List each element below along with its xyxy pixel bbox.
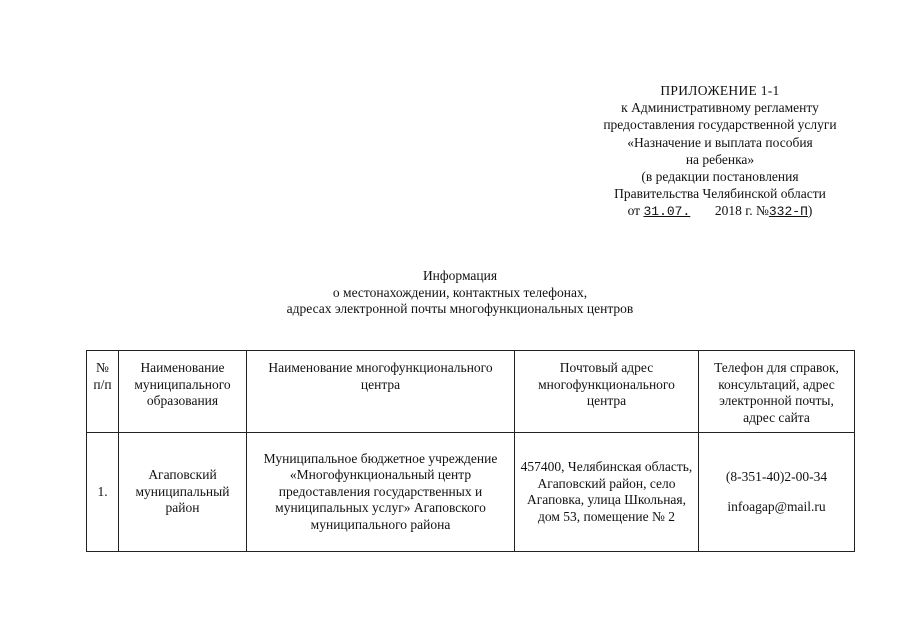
heading-line-2: о местонахождении, контактных телефонах, [332,284,588,300]
heading-line-1: Информация [422,268,498,283]
row-email: infoagap@mail.ru [727,498,826,514]
date-prefix: от [627,203,641,219]
row-municipality: Агаповский муниципальный район [119,433,247,552]
decree-date: 31.07. [643,204,691,220]
heading-line-3: адресах электронной почты многофункциональных центров [286,301,634,316]
row-num: 1. [87,433,119,552]
header-address: Почтовый адрес многофункционального центра [515,351,699,433]
document-heading [210,268,710,318]
row-address: 457400, Челябинская область, Агаповский район, село Агаповка, улица Школьная, дом 53, помещение № 2 [515,433,699,552]
mfc-table [86,350,855,552]
appendix-line: к Административному регламенту [621,100,819,116]
header-contacts: Телефон для справок, консультаций, адрес электронной почты, адрес сайта [699,351,855,433]
appendix-date-line [560,202,880,220]
appendix-line: «Назначение и выплата пособия [627,134,813,150]
appendix-line: (в редакции постановления [641,169,799,185]
header-municipality: Наименование муниципального образования [119,351,247,433]
closing-paren: ) [807,203,813,219]
contact-spacer [702,486,851,499]
appendix-line: на ребенка» [685,151,755,167]
row-contacts [699,433,855,552]
appendix-title: ПРИЛОЖЕНИЕ 1-1 [660,83,780,98]
header-num: № п/п [87,351,119,433]
decree-number: 332-П [768,204,808,220]
row-center: Муниципальное бюджетное учреждение «Многофункциональный центр предоставления государственных и муниципальных услуг» Агаповского муниципального района [247,433,515,552]
header-center: Наименование многофункционального центра [247,351,515,433]
appendix-block [560,82,880,221]
table-header-row [87,351,855,433]
appendix-line: Правительства Челябинской области [614,186,826,202]
table-row [87,433,855,552]
decree-year: 2018 г. № [714,203,769,219]
row-phone: (8-351-40)2-00-34 [725,469,828,484]
appendix-line: предоставления государственной услуги [603,117,837,133]
